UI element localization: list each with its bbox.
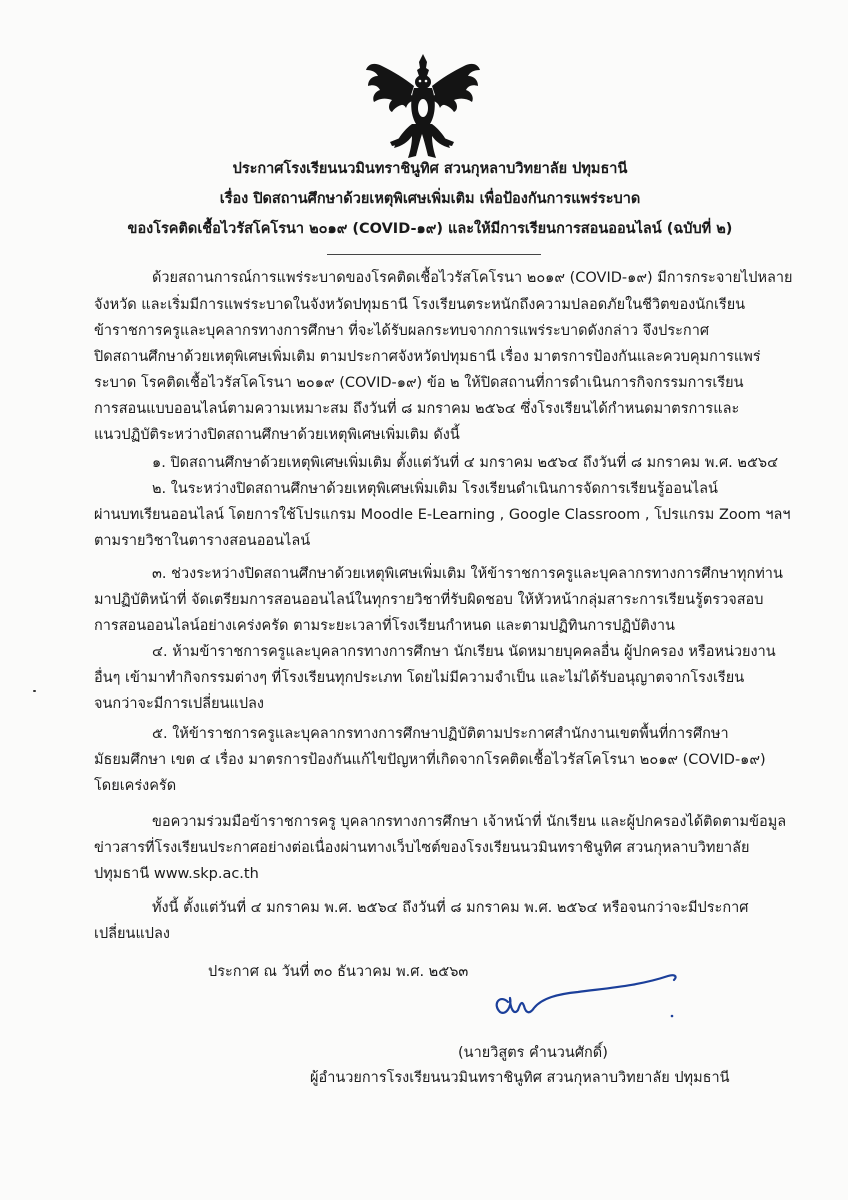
intro-line: ข้าราชการครูและบุคลากรทางการศึกษา ที่จะได้รับผลกระทบจากการแพร่ระบาดดังกล่าว จึงประกาศ (94, 323, 710, 339)
header-divider (327, 254, 541, 255)
measure-item-2-line: ผ่านบทเรียนออนไลน์ โดยการใช้โปรแกรม Moodle E-Learning , Google Classroom , โปรแกรม Zoom ฯลฯ (94, 507, 791, 523)
measure-item-5: ๕. ให้ข้าราชการครูและบุคลากรทางการศึกษาปฏิบัติตามประกาศสำนักงานเขตพื้นที่การศึกษา (152, 726, 729, 742)
intro-line: ระบาด โรคติดเชื้อไวรัสโคโรนา ๒๐๑๙ (COVID-๑๙) ข้อ ๒ ให้ปิดสถานที่การดำเนินการกิจกรรมการเรียน (94, 375, 744, 391)
measure-item-3-line: การสอนออนไลน์อย่างเคร่งครัด ตามระยะเวลาที่โรงเรียนกำหนด และตามปฏิทินการปฏิบัติงาน (94, 618, 675, 634)
signatory-position: ผู้อำนวยการโรงเรียนนวมินทราชินูทิศ สวนกุหลาบวิทยาลัย ปทุมธานี (310, 1070, 730, 1086)
intro-line: ปิดสถานศึกษาด้วยเหตุพิเศษเพิ่มเติม ตามประกาศจังหวัดปทุมธานี เรื่อง มาตรการป้องกันและควบคุมการแพร่ (94, 349, 761, 365)
measure-item-2: ๒. ในระหว่างปิดสถานศึกษาด้วยเหตุพิเศษเพิ่มเติม โรงเรียนดำเนินการจัดการเรียนรู้ออนไลน์ (152, 481, 718, 497)
measure-item-4: ๔. ห้ามข้าราชการครูและบุคลากรทางการศึกษา นักเรียน นัดหมายบุคคลอื่น ผู้ปกครอง หรือหน่วยงาน (152, 644, 776, 660)
signatory-name: (นายวิสูตร คำนวนศักดิ์) (458, 1045, 608, 1061)
measure-item-5-line: มัธยมศึกษา เขต ๔ เรื่อง มาตรการป้องกันแก้ไขปัญหาที่เกิดจากโรคติดเชื้อไวรัสโคโรนา ๒๐๑๙ (COVID-๑๙) (94, 752, 766, 768)
measure-item-3-line: มาปฏิบัติหน้าที่ จัดเตรียมการสอนออนไลน์ในทุกรายวิชาที่รับผิดชอบ ให้หัวหน้ากลุ่มสาระการเรียนรู้ตรวจสอบ (94, 592, 764, 608)
measure-item-1: ๑. ปิดสถานศึกษาด้วยเหตุพิเศษเพิ่มเติม ตั้งแต่วันที่ ๔ มกราคม ๒๕๖๔ ถึงวันที่ ๘ มกราคม พ.ศ. ๒๕๖๔ (152, 455, 779, 471)
measure-item-5-line: โดยเคร่งครัด (94, 778, 177, 794)
header-subject-continued: ของโรคติดเชื้อไวรัสโคโรนา ๒๐๑๙ (COVID-๑๙) และให้มีการเรียนการสอนออนไลน์ (ฉบับที่ ๒) (127, 221, 733, 237)
measure-item-4-line: อื่นๆ เข้ามาทำกิจกรรมต่างๆ ที่โรงเรียนทุกประเภท โดยไม่มีความจำเป็น และไม่ได้รับอนุญาตจากโรงเรียน (94, 670, 745, 686)
intro-line: การสอนแบบออนไลน์ตามความเหมาะสม ถึงวันที่ ๘ มกราคม ๒๕๖๔ ซึ่งโรงเรียนได้กำหนดมาตรการและ (94, 401, 740, 417)
header-title: ประกาศโรงเรียนนวมินทราชินูทิศ สวนกุหลาบวิทยาลัย ปทุมธานี (232, 161, 628, 177)
cooperation-line: ขอความร่วมมือข้าราชการครู บุคลากรทางการศึกษา เจ้าหน้าที่ นักเรียน และผู้ปกครองได้ติดตามข้อมูล (152, 814, 787, 830)
cooperation-line: ปทุมธานี www.skp.ac.th (94, 866, 259, 882)
announcement-date: ประกาศ ณ วันที่ ๓๐ ธันวาคม พ.ศ. ๒๕๖๓ (208, 964, 469, 980)
scan-speck (33, 690, 36, 692)
measure-item-3: ๓. ช่วงระหว่างปิดสถานศึกษาด้วยเหตุพิเศษเพิ่มเติม ให้ข้าราชการครูและบุคลากรทางการศึกษาทุกท่าน (152, 566, 783, 582)
measure-item-2-line: ตามรายวิชาในตารางสอนออนไลน์ (94, 533, 311, 549)
measure-item-4-line: จนกว่าจะมีการเปลี่ยนแปลง (94, 696, 264, 712)
intro-line: จังหวัด และเริ่มมีการแพร่ระบาดในจังหวัดปทุมธานี โรงเรียนตระหนักถึงความปลอดภัยในชีวิตของนักเรียน (94, 297, 746, 313)
signature-icon (488, 964, 688, 1028)
intro-line: แนวปฏิบัติระหว่างปิดสถานศึกษาด้วยเหตุพิเศษเพิ่มเติม ดังนี้ (94, 427, 460, 443)
effective-period-line: เปลี่ยนแปลง (94, 926, 170, 942)
effective-period-line: ทั้งนี้ ตั้งแต่วันที่ ๔ มกราคม พ.ศ. ๒๕๖๔ ถึงวันที่ ๘ มกราคม พ.ศ. ๒๕๖๔ หรือจนกว่าจะมีประกาศ (152, 900, 749, 916)
cooperation-line: ข่าวสารที่โรงเรียนประกาศอย่างต่อเนื่องผ่านทางเว็บไซต์ของโรงเรียนนวมินทราชินูทิศ สวนกุหลาบวิทยาลัย (94, 840, 750, 856)
intro-line: ด้วยสถานการณ์การแพร่ระบาดของโรคติดเชื้อไวรัสโคโรนา ๒๐๑๙ (COVID-๑๙) มีการกระจายไปหลาย (152, 270, 793, 286)
garuda-emblem-icon (364, 52, 482, 160)
header-subject: เรื่อง ปิดสถานศึกษาด้วยเหตุพิเศษเพิ่มเติม เพื่อป้องกันการแพร่ระบาด (219, 191, 641, 207)
